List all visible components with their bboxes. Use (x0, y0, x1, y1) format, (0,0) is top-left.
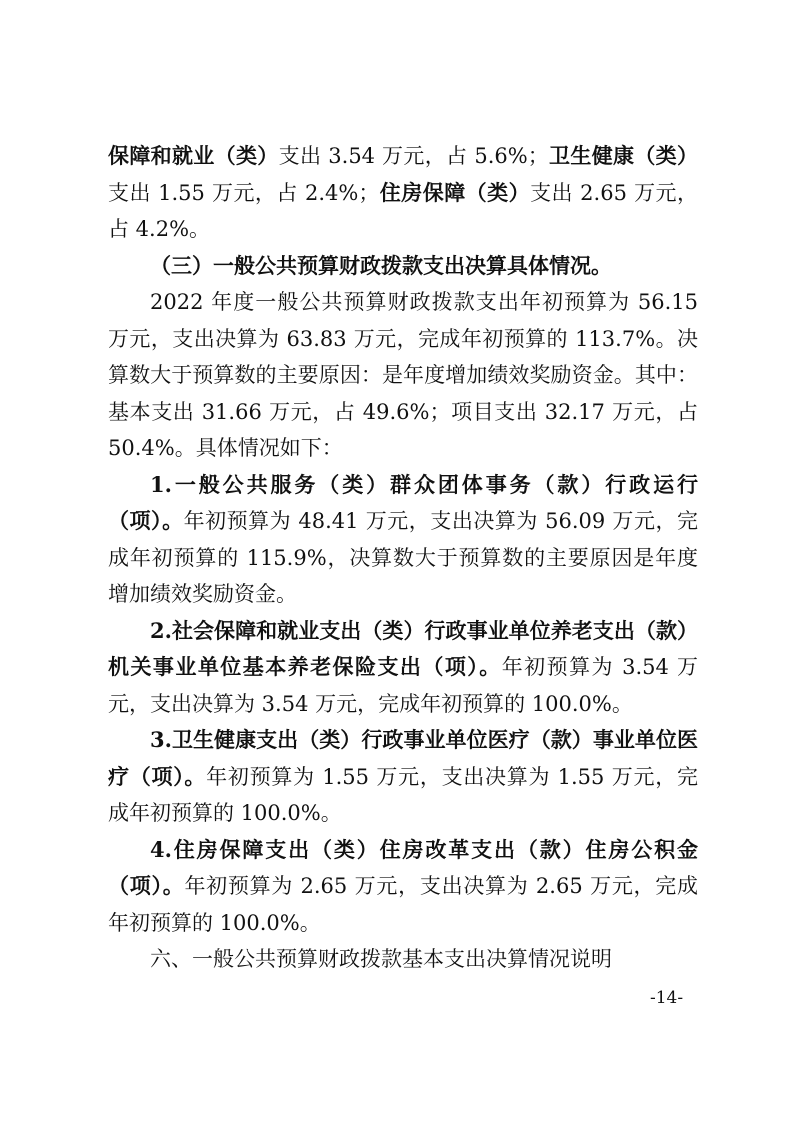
continuation-paragraph (108, 138, 698, 248)
item-body: 年初预算为 2.65 万元，支出决算为 2.65 万元，完成年初预算的 100.0%。 (108, 874, 699, 935)
category-health: 卫生健康（类） (548, 143, 699, 168)
item-heading: 2.社会保障和就业支出（类）行政事业单位养老支出（款）机关事业单位基本养老保险支出（项）。 (108, 617, 698, 679)
category-housing-amount: 支出 2.65 万元，占 4.2%。 (108, 180, 699, 241)
item-body: 年初预算为 3.54 万元，支出决算为 3.54 万元，完成年初预算的 100.0%。 (108, 655, 699, 716)
item-body: 年初预算为 48.41 万元，支出决算为 56.09 万元，完成年初预算的 115.9%，决算数大于预算数的主要原因是年度增加绩效奖励资金。 (108, 509, 698, 606)
item-heading: 3.卫生健康支出（类）行政事业单位医疗（款）事业单位医疗（项）。 (108, 727, 698, 789)
item-paragraph (108, 832, 698, 942)
item-body: 年初预算为 1.55 万元，支出决算为 1.55 万元，完成年初预算的 100.0%。 (108, 764, 698, 825)
document-body (108, 138, 698, 978)
item-heading: 4.住房保障支出（类）住房改革支出（款）住房公积金（项）。 (108, 836, 698, 898)
item-heading: 1.一般公共服务（类）群众团体事务（款）行政运行（项）。 (108, 471, 698, 533)
section-heading: （三）一般公共预算财政拨款支出决算具体情况。 (150, 252, 612, 278)
category-housing: 住房保障（类） (379, 179, 531, 205)
summary-paragraph: 2022 年度一般公共预算财政拨款支出年初预算为 56.15 万元，支出决算为 63.83 万元，完成年初预算的 113.7%。决算数大于预算数的主要原因：是年度增加绩效奖励资金。其中：基本支出 31.66 万元，占 49.6%；项目支出 32.17 万元，占 50.4%。具体情况如下： (108, 290, 698, 460)
page-number: -14- (650, 988, 684, 1008)
category-social-security: 保障和就业（类） (108, 143, 279, 168)
item-paragraph (108, 722, 698, 832)
section-six-heading: 六、一般公共预算财政拨款基本支出决算情况说明 (150, 947, 612, 971)
item-paragraph (108, 467, 698, 613)
category-social-security-amount: 支出 3.54 万元，占 5.6%； (278, 144, 549, 168)
item-paragraph (108, 613, 698, 723)
category-health-amount: 支出 1.55 万元，占 2.4%； (108, 180, 380, 205)
